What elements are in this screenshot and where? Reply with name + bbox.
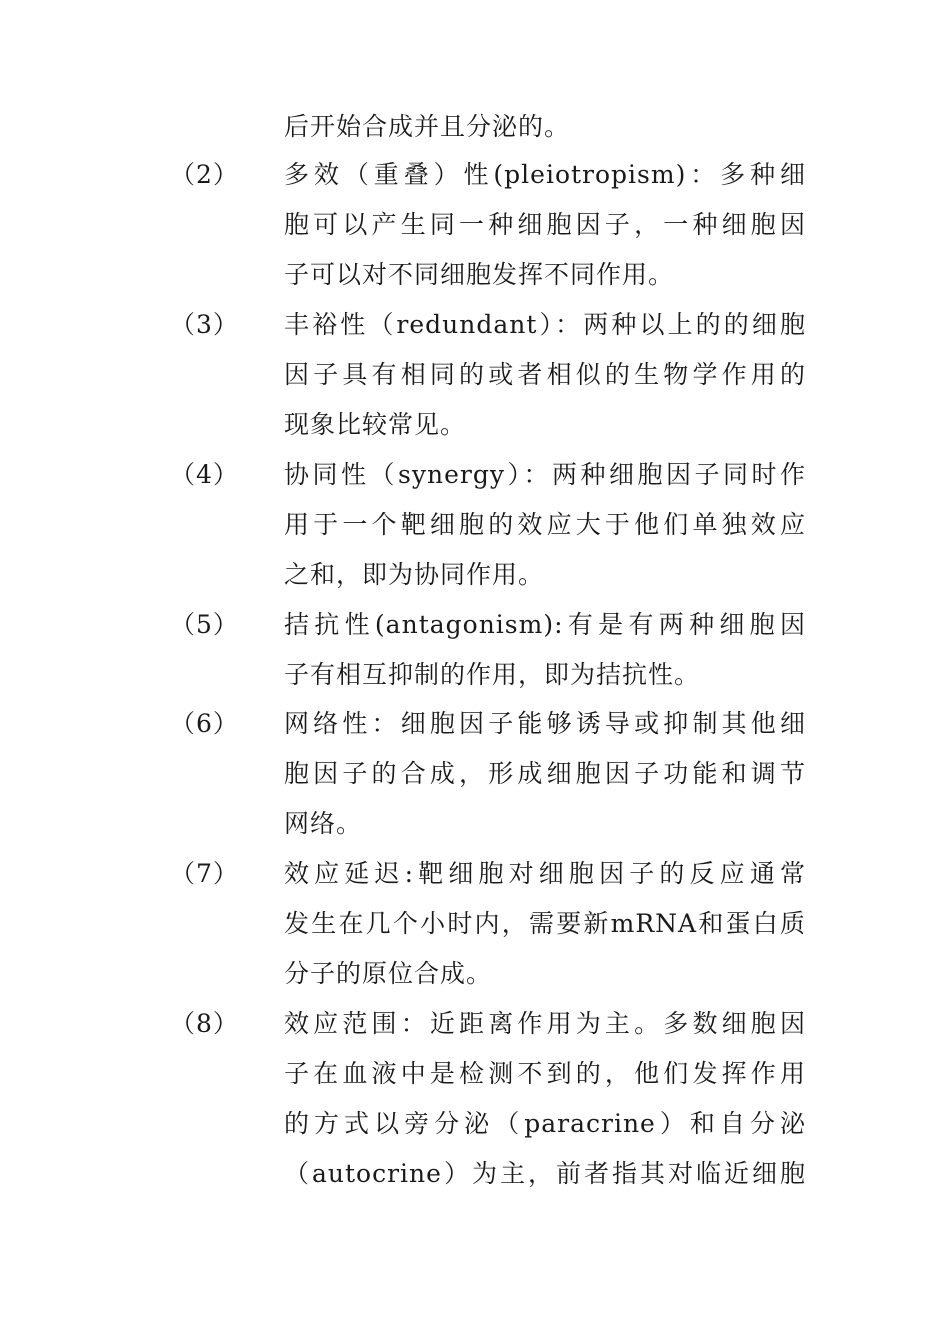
item-4-line-2: 用于一个靶细胞的效应大于他们单独效应	[284, 510, 806, 539]
item-2-line-2: 胞可以产生同一种细胞因子，一种细胞因	[284, 210, 806, 239]
item-4-line-3: 之和，即为协同作用。	[284, 560, 545, 589]
item-4-line-1: 协同性（synergy）：两种细胞因子同时作	[284, 460, 806, 489]
item-1-line-1: 后开始合成并且分泌的。	[284, 112, 571, 141]
item-5-line-1: 拮抗性(antagonism):有是有两种细胞因	[284, 610, 806, 639]
item-3-number: （3）	[170, 310, 239, 339]
item-8-line-4: （autocrine）为主，前者指其对临近细胞	[284, 1159, 806, 1188]
item-2-number: （2）	[170, 160, 239, 189]
item-6-line-2: 胞因子的合成，形成细胞因子功能和调节	[284, 759, 806, 788]
item-8-number: （8）	[170, 1009, 239, 1038]
item-2-line-1: 多效（重叠）性(pleiotropism)：多种细	[284, 160, 806, 189]
item-8-line-2: 子在血液中是检测不到的，他们发挥作用	[284, 1059, 806, 1088]
item-5-line-2: 子有相互抑制的作用，即为拮抗性。	[284, 660, 701, 689]
item-7-number: （7）	[170, 859, 239, 888]
item-3-line-2: 因子具有相同的或者相似的生物学作用的	[284, 360, 806, 389]
item-7-line-2: 发生在几个小时内，需要新mRNA和蛋白质	[284, 909, 806, 938]
item-2-line-3: 子可以对不同细胞发挥不同作用。	[284, 260, 675, 289]
item-7-line-3: 分子的原位合成。	[284, 959, 493, 988]
item-8-line-3: 的方式以旁分泌（paracrine）和自分泌	[284, 1109, 806, 1138]
item-6-number: （6）	[170, 709, 239, 738]
item-6-line-1: 网络性：细胞因子能够诱导或抑制其他细	[284, 709, 806, 738]
item-5-number: （5）	[170, 610, 239, 639]
item-8-line-1: 效应范围：近距离作用为主。多数细胞因	[284, 1009, 806, 1038]
item-3-line-3: 现象比较常见。	[284, 410, 467, 439]
item-7-line-1: 效应延迟:靶细胞对细胞因子的反应通常	[284, 859, 806, 888]
item-6-line-3: 网络。	[284, 809, 363, 838]
item-3-line-1: 丰裕性（redundant）：两种以上的的细胞	[284, 310, 806, 339]
item-4-number: （4）	[170, 460, 239, 489]
